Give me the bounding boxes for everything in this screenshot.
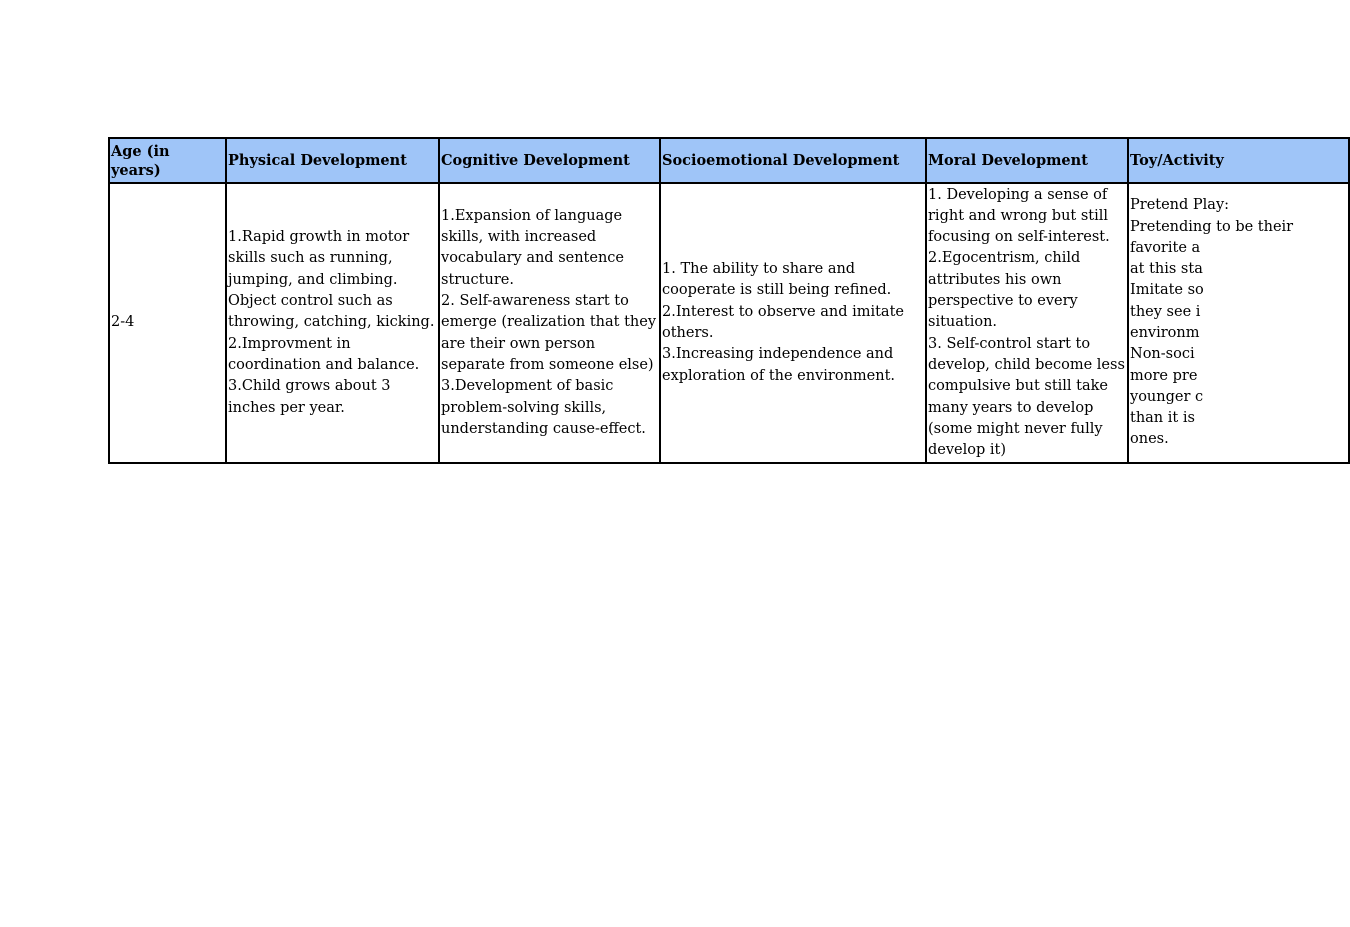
cell-physical-development[interactable]: 1.Rapid growth in motor skills such as running, jumping, and climbing. Object control such as throwing, catching, kicking. 2.Improvment in coordination and balance. 3.Child grows about 3 inches per year.	[226, 183, 439, 463]
cell-cognitive-development[interactable]: 1.Expansion of language skills, with increased vocabulary and sentence structure. 2. Self-awareness start to emerge (realization that they are their own person separate from someone else) 3.Development of basic problem-solving skills, understanding cause-effect.	[439, 183, 660, 463]
header-socioemotional-development[interactable]: Socioemotional Development	[660, 138, 926, 183]
header-cognitive-development[interactable]: Cognitive Development	[439, 138, 660, 183]
cell-toy-activity[interactable]: Pretend Play: Pretending to be their favorite a at this sta Imitate so they see i environm Non-soci more pre younger c than it is ones.	[1128, 183, 1349, 463]
cell-socioemotional-development[interactable]: 1. The ability to share and cooperate is still being refined. 2.Interest to observe and imitate others. 3.Increasing independence and exploration of the environment.	[660, 183, 926, 463]
header-moral-development[interactable]: Moral Development	[926, 138, 1128, 183]
table-row	[109, 183, 1349, 463]
header-age[interactable]: Age (in years)	[109, 138, 226, 183]
header-row	[109, 138, 1349, 183]
cell-moral-development[interactable]: 1. Developing a sense of right and wrong but still focusing on self-interest. 2.Egocentrism, child attributes his own perspective to every situation. 3. Self-control start to develop, child become less compulsive but still take many years to develop (some might never fully develop it)	[926, 183, 1128, 463]
cell-age[interactable]: 2-4	[109, 183, 226, 463]
development-table	[108, 137, 1350, 464]
header-physical-development[interactable]: Physical Development	[226, 138, 439, 183]
header-toy-activity[interactable]: Toy/Activity	[1128, 138, 1349, 183]
